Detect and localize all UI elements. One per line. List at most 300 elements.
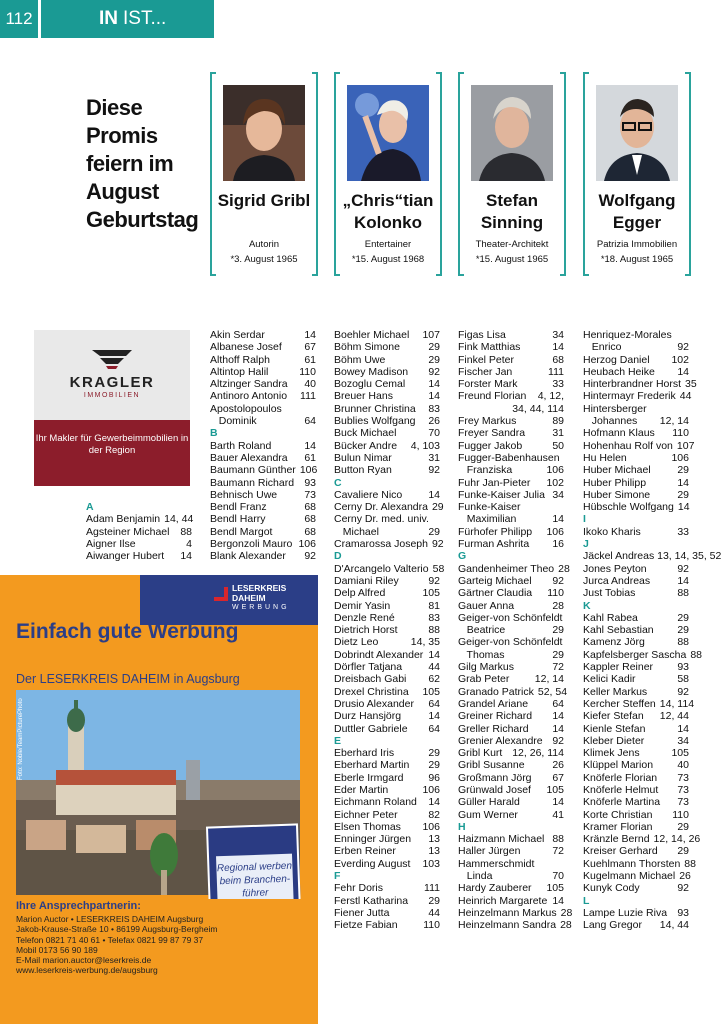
entry-pages: 14 — [552, 894, 564, 907]
index-entry — [210, 550, 316, 562]
index-entry — [334, 661, 440, 673]
index-entry — [210, 440, 316, 452]
entry-name: K — [583, 599, 591, 612]
entry-pages: 92 — [552, 574, 564, 587]
entry-name: Cavaliere Nico — [334, 488, 403, 501]
index-entry — [334, 710, 440, 722]
index-letter-heading — [458, 821, 564, 833]
entry-name: Hintersberger — [583, 402, 647, 415]
index-entry — [334, 329, 440, 341]
index-entry — [458, 538, 564, 550]
index-entry — [458, 661, 564, 673]
index-entry — [583, 821, 689, 833]
index-entry — [334, 919, 440, 931]
entry-name: Bücker Andre — [334, 439, 398, 452]
index-entry — [458, 858, 564, 870]
entry-pages — [560, 821, 564, 833]
index-entry — [334, 513, 440, 525]
index-entry — [334, 833, 440, 845]
entry-name: Jones Peyton — [583, 562, 647, 575]
index-entry — [583, 648, 703, 661]
entry-pages: 102 — [671, 353, 689, 366]
entry-name: D'Arcangelo Valterio — [334, 562, 429, 575]
entry-pages: 34 — [552, 329, 564, 341]
entry-name: Fürhofer Philipp — [458, 525, 533, 538]
index-entry — [334, 403, 440, 415]
entry-pages — [436, 735, 440, 747]
booklet-text: Regional werben beim Branchen-führer — [216, 854, 294, 923]
contact-line: Jakob-Krause-Straße 10 • 86199 Augsburg-Bergheim — [16, 924, 218, 935]
entry-pages: 93 — [304, 476, 316, 489]
index-letter-heading — [334, 870, 440, 882]
contact-website[interactable]: www.leserkreis-werbung.de/augsburg — [16, 965, 158, 976]
index-entry — [458, 562, 570, 575]
index-entry — [334, 415, 440, 427]
entry-name: Grandel Ariane — [458, 697, 529, 710]
entry-name: Freyer Sandra — [458, 427, 526, 440]
entry-pages: 13 — [428, 845, 440, 858]
entry-name: Kramer Florian — [583, 820, 653, 833]
entry-name: Cramarossa Joseph — [334, 538, 428, 551]
entry-pages: 67 — [304, 341, 316, 354]
entry-name: Erben Reiner — [334, 845, 396, 858]
entry-pages: 110 — [299, 365, 316, 378]
entry-pages: 64 — [552, 697, 564, 710]
index-entry — [334, 341, 440, 353]
entry-name: Heinzelmann Sandra — [458, 919, 557, 932]
entry-pages: 31 — [552, 427, 564, 440]
index-entry — [458, 526, 564, 538]
index-entry — [458, 600, 564, 612]
entry-pages: 103 — [422, 857, 440, 870]
entry-name: Michael — [334, 525, 379, 538]
index-entry — [458, 895, 564, 907]
index-entry — [458, 809, 564, 821]
entry-name: Ferstl Katharina — [334, 894, 409, 907]
entry-pages: 29 — [428, 747, 440, 760]
ad-brand-banner — [140, 575, 318, 625]
entry-name: Bendl Franz — [210, 501, 267, 514]
entry-name: Blank Alexander — [210, 550, 286, 563]
index-entry — [583, 587, 689, 599]
entry-pages: 106 — [422, 783, 440, 796]
entry-pages — [312, 403, 316, 415]
index-entry — [583, 697, 695, 710]
index-entry — [334, 612, 440, 624]
entry-name: Geiger-von Schönfeldt — [458, 636, 563, 649]
entry-pages: 29 — [677, 464, 689, 477]
entry-name: C — [334, 476, 342, 489]
index-entry — [458, 784, 564, 796]
index-entry — [334, 501, 444, 514]
entry-name: Güller Harald — [458, 796, 520, 809]
index-entry — [458, 636, 564, 648]
entry-pages: 14 — [428, 648, 440, 661]
index-entry — [583, 366, 689, 378]
index-entry — [210, 390, 316, 402]
index-entry — [458, 452, 564, 464]
index-entry — [583, 710, 689, 722]
index-entry — [458, 501, 564, 513]
entry-name: Heinzelmann Markus — [458, 906, 557, 919]
index-entry — [583, 378, 697, 391]
entry-pages: 58 — [677, 673, 689, 686]
entry-pages: 64 — [304, 415, 316, 428]
entry-name: Baumann Günther — [210, 464, 296, 477]
entry-name: Kugelmann Michael — [583, 870, 676, 883]
kragler-sub: IMMOBILIEN — [83, 392, 141, 399]
entry-name: Bublies Wolfgang — [334, 415, 416, 428]
entry-name: Greiner Richard — [458, 710, 533, 723]
index-entry — [458, 870, 564, 882]
index-entry — [458, 390, 564, 402]
ad-title: Einfach gute Werbung — [16, 620, 239, 643]
index-entry — [458, 427, 564, 439]
entry-pages: 4 — [186, 537, 192, 550]
index-entry — [583, 501, 689, 513]
index-entry — [210, 489, 316, 501]
entry-name: H — [458, 820, 466, 833]
index-letter-heading — [210, 427, 316, 439]
entry-name: Agsteiner Michael — [86, 525, 170, 538]
entry-pages: 58 — [432, 562, 445, 575]
portrait-photo — [223, 85, 305, 181]
entry-pages: 14 — [677, 722, 689, 735]
section-title: IN IST... — [41, 0, 214, 38]
entry-name: Buck Michael — [334, 427, 397, 440]
index-letter-heading — [583, 538, 689, 550]
entry-name: Böhm Simone — [334, 341, 400, 354]
entry-name: Hu Helen — [583, 451, 627, 464]
entry-name: Huber Michael — [583, 464, 651, 477]
entry-name: Kunyk Cody — [583, 882, 640, 895]
index-entry — [583, 747, 689, 759]
entry-pages — [685, 600, 689, 612]
entry-name: Durz Hansjörg — [334, 710, 402, 723]
entry-name: Kappler Reiner — [583, 661, 654, 674]
entry-pages: 29 — [552, 624, 564, 637]
index-entry — [86, 513, 192, 525]
entry-name: Eberle Irmgard — [334, 771, 404, 784]
entry-name: Hofmann Klaus — [583, 427, 655, 440]
index-entry — [210, 341, 316, 353]
entry-pages: 28 — [552, 599, 564, 612]
entry-name: Linda — [458, 870, 493, 883]
entry-name: Dreisbach Gabi — [334, 673, 407, 686]
entry-name: A — [86, 501, 94, 513]
entry-pages: 14 — [552, 341, 564, 354]
index-entry — [583, 550, 722, 563]
entry-pages: 4, 12, — [537, 390, 564, 403]
entry-pages: 14 — [304, 439, 316, 452]
entry-pages — [562, 612, 566, 624]
entry-name: Kahl Rabea — [583, 611, 638, 624]
entry-pages: 70 — [428, 427, 440, 440]
entry-name: Aigner Ilse — [86, 537, 136, 550]
entry-pages: 12, 14 — [534, 673, 564, 686]
entry-name: Bozoglu Cemal — [334, 378, 406, 391]
entry-name: Drexel Christina — [334, 685, 409, 698]
index-entry — [334, 895, 440, 907]
index-entry — [458, 329, 564, 341]
entry-pages: 110 — [672, 427, 689, 440]
entry-pages: 73 — [677, 771, 689, 784]
entry-pages: 40 — [677, 759, 689, 772]
entry-name: Kränzle Bernd — [583, 833, 650, 846]
entry-name: Klimek Jens — [583, 747, 640, 760]
index-entry — [334, 809, 440, 821]
entry-name: Knöferle Helmut — [583, 783, 659, 796]
entry-pages: 14, 44 — [659, 919, 689, 932]
entry-name: Johannes — [583, 415, 638, 428]
index-entry — [583, 870, 689, 882]
index-entry — [583, 636, 689, 648]
portrait-photo — [347, 85, 429, 181]
entry-pages: 92 — [428, 365, 440, 378]
leserkreis-ad[interactable] — [0, 575, 318, 1024]
entry-pages: 110 — [547, 587, 564, 600]
kragler-ad[interactable] — [34, 330, 190, 486]
index-entry — [583, 735, 689, 747]
index-entry — [583, 673, 689, 685]
index-letter-heading — [458, 550, 564, 562]
entry-pages: 40 — [304, 378, 316, 391]
entry-pages: 14 — [428, 488, 440, 501]
index-entry — [334, 575, 440, 587]
entry-name: Forster Mark — [458, 378, 518, 391]
entry-pages: 31 — [428, 451, 440, 464]
entry-name: Grab Peter — [458, 673, 510, 686]
index-entry — [210, 415, 316, 427]
entry-pages: 26 — [428, 415, 440, 428]
entry-name: Henriquez-Morales — [583, 329, 672, 341]
entry-pages: 29 — [428, 759, 440, 772]
index-entry — [334, 390, 440, 402]
entry-pages: 14 — [677, 501, 690, 514]
index-entry — [458, 906, 573, 919]
index-entry — [583, 919, 689, 931]
index-entry — [334, 636, 440, 648]
entry-name: Eichner Peter — [334, 808, 398, 821]
entry-pages: 52, 54 — [537, 685, 568, 698]
index-entry — [334, 882, 440, 894]
index-entry — [458, 919, 572, 932]
entry-name: G — [458, 550, 467, 563]
entry-pages: 68 — [552, 353, 564, 366]
entry-name: Gilg Markus — [458, 661, 515, 674]
entry-pages: 111 — [300, 390, 316, 403]
entry-name: Gum Werner — [458, 808, 518, 821]
entry-pages: 14 — [428, 378, 440, 391]
entry-pages — [562, 636, 566, 648]
entry-name: F — [334, 870, 341, 883]
entry-pages: 62 — [428, 673, 440, 686]
entry-name: Bauer Alexandra — [210, 451, 288, 464]
index-entry — [583, 759, 689, 771]
entry-pages: 4, 103 — [410, 439, 440, 452]
entry-pages: 14 — [677, 365, 689, 378]
entry-pages: 88 — [684, 857, 696, 870]
entry-pages: 73 — [304, 488, 316, 501]
entry-name: Lampe Luzie Riva — [583, 906, 668, 919]
promi-job: Autorin — [248, 239, 280, 250]
entry-name: Figas Lisa — [458, 329, 506, 341]
entry-name: Akin Serdar — [210, 329, 265, 341]
entry-name: Kapfelsberger Sascha — [583, 648, 687, 661]
entry-pages: 14 — [428, 796, 440, 809]
entry-name: Gärtner Claudia — [458, 587, 533, 600]
index-entry — [583, 403, 689, 415]
entry-pages — [685, 538, 689, 550]
entry-pages: 102 — [546, 476, 564, 489]
entry-pages — [560, 550, 564, 562]
entry-name: Altintop Halil — [210, 365, 269, 378]
entry-pages: 29 — [431, 501, 444, 514]
entry-name: Everding August — [334, 857, 411, 870]
index-entry — [458, 882, 564, 894]
entry-pages: 81 — [428, 599, 440, 612]
entry-pages: 93 — [677, 906, 689, 919]
index-entry — [458, 513, 564, 525]
index-letter-heading — [334, 735, 440, 747]
entry-pages: 110 — [423, 919, 440, 932]
entry-name: Hohenhau Rolf von — [583, 439, 673, 452]
promi-card — [210, 72, 318, 276]
entry-pages: 29 — [428, 353, 440, 366]
entry-name: E — [334, 734, 342, 747]
index-entry — [458, 685, 568, 698]
entry-pages — [560, 501, 564, 513]
entry-name: Korte Christian — [583, 808, 653, 821]
entry-pages: 12, 26, 114 — [512, 747, 564, 760]
index-entry — [458, 378, 564, 390]
entry-name: Herzog Daniel — [583, 353, 650, 366]
index-entry — [86, 550, 192, 562]
index-entry — [334, 538, 444, 551]
index-entry — [334, 686, 440, 698]
entry-name: Dominik — [210, 415, 257, 428]
entry-pages — [685, 329, 689, 341]
entry-name: Jurca Andreas — [583, 574, 651, 587]
entry-name: Adam Benjamin — [86, 513, 161, 526]
entry-pages: 26 — [552, 759, 564, 772]
kragler-name: KRAGLER — [69, 374, 155, 391]
entry-name: Aiwanger Hubert — [86, 550, 165, 563]
page-number: 112 — [0, 0, 38, 38]
entry-pages: 61 — [304, 451, 316, 464]
entry-pages: 73 — [677, 796, 689, 809]
index-column — [334, 329, 445, 932]
index-entry — [210, 403, 316, 415]
entry-pages: 14 — [304, 329, 316, 341]
index-entry — [210, 464, 316, 476]
entry-name: Brunner Christina — [334, 402, 416, 415]
index-entry — [334, 526, 440, 538]
entry-name: Kelici Kadir — [583, 673, 636, 686]
index-entry — [210, 354, 316, 366]
entry-name: Bergonzoli Mauro — [210, 538, 293, 551]
index-entry — [334, 845, 440, 857]
entry-name: Bulun Nimar — [334, 451, 392, 464]
promi-card — [583, 72, 691, 276]
entry-pages: 106 — [422, 820, 440, 833]
entry-name: Kleber Dieter — [583, 734, 645, 747]
contact-email[interactable]: E-Mail marion.auctor@leserkreis.de — [16, 955, 152, 966]
entry-name: Cerny Dr. Alexandra — [334, 501, 428, 514]
entry-pages: 14, 35 — [410, 636, 440, 649]
entry-name: Geiger-von Schönfeldt — [458, 611, 563, 624]
entry-pages: 14 — [428, 390, 440, 403]
index-entry — [334, 723, 440, 735]
entry-pages — [188, 501, 192, 513]
entry-pages: 28 — [558, 562, 570, 575]
entry-name: Beatrice — [458, 624, 506, 637]
entry-name: Franziska — [458, 464, 513, 477]
index-entry — [458, 698, 564, 710]
entry-name: Heubach Heike — [583, 365, 655, 378]
entry-name: Frey Markus — [458, 415, 517, 428]
entry-pages: 12, 14, 26 — [653, 833, 701, 846]
index-entry — [334, 784, 440, 796]
entry-name: Boehler Michael — [334, 329, 410, 341]
entry-pages: 106 — [298, 538, 316, 551]
entry-name: Drusio Alexander — [334, 697, 414, 710]
index-entry — [210, 538, 316, 550]
entry-pages: 68 — [304, 513, 316, 526]
index-entry — [583, 439, 695, 452]
entry-pages — [685, 513, 689, 525]
index-column — [210, 329, 316, 563]
index-entry — [458, 341, 564, 353]
entry-name: B — [210, 427, 218, 440]
entry-pages: 88 — [552, 833, 564, 846]
entry-pages: 72 — [552, 661, 564, 674]
portrait-photo — [596, 85, 678, 181]
entry-name: Funke-Kaiser Julia — [458, 488, 545, 501]
index-entry — [334, 747, 440, 759]
entry-name: Funke-Kaiser — [458, 501, 521, 514]
entry-pages: 73 — [677, 783, 689, 796]
index-entry — [458, 772, 564, 784]
entry-pages: 12, 14 — [659, 415, 689, 428]
promi-name: Sigrid Gribl — [217, 191, 311, 210]
entry-pages: 14 — [552, 710, 564, 723]
index-entry — [458, 354, 564, 366]
index-entry — [334, 907, 440, 919]
index-entry — [86, 538, 192, 550]
entry-name: Hinterbrandner Horst — [583, 378, 682, 391]
index-entry — [458, 833, 564, 845]
entry-name: Gribl Susanne — [458, 759, 525, 772]
index-entry — [583, 723, 689, 735]
contact-title: Ihre Ansprechpartnerin: — [16, 900, 141, 912]
index-entry — [583, 772, 689, 784]
entry-pages: 72 — [552, 845, 564, 858]
entry-name: Furman Ashrita — [458, 538, 530, 551]
promi-card — [334, 72, 442, 276]
entry-name: Eichmann Roland — [334, 796, 417, 809]
entry-pages — [721, 550, 725, 562]
entry-pages: 106 — [671, 451, 689, 464]
entry-pages: 33 — [552, 378, 564, 391]
entry-pages: 92 — [428, 574, 440, 587]
promi-date: *18. August 1965 — [600, 254, 674, 265]
index-entry — [334, 489, 440, 501]
index-column — [583, 329, 722, 932]
entry-pages: 92 — [304, 550, 316, 563]
entry-name: Freund Florian — [458, 390, 527, 403]
index-entry — [86, 526, 192, 538]
